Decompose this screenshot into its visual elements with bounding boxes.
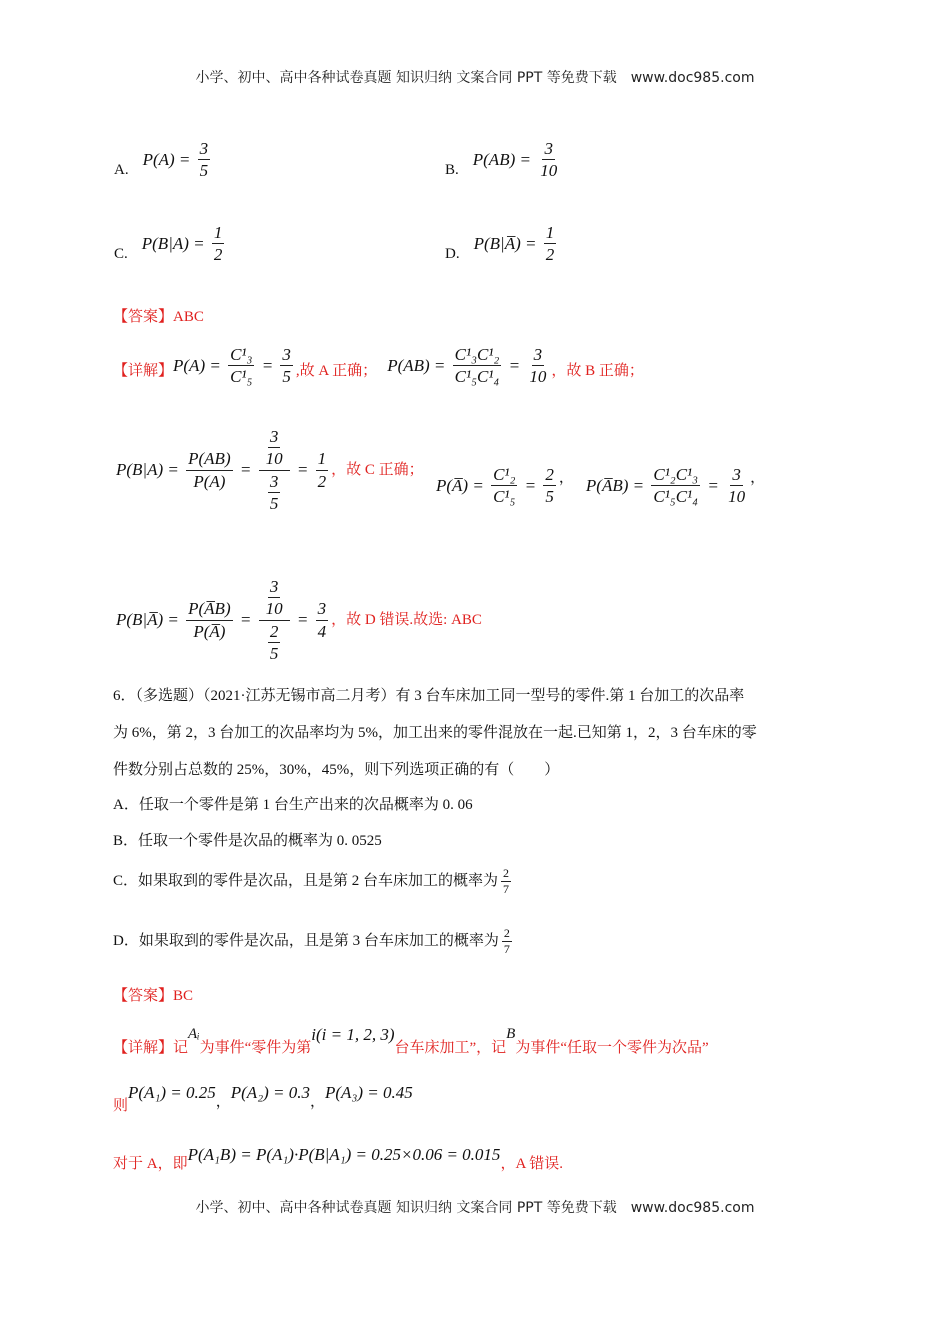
formula: B	[506, 1026, 516, 1043]
detail-1-line2b	[436, 464, 765, 508]
fraction	[186, 598, 232, 642]
compound-fraction	[259, 426, 290, 514]
fraction	[268, 471, 281, 515]
option-d	[113, 926, 515, 957]
math-text: =	[520, 475, 541, 495]
comma: ，	[310, 1094, 326, 1110]
detail-text: 对于 A，即	[113, 1156, 188, 1172]
math-text: P(B|A) =	[141, 233, 209, 253]
formula	[474, 222, 560, 266]
option-b: B．任取一个零件是次品的概率为 0. 0525	[113, 833, 382, 849]
denominator: 10	[529, 367, 547, 387]
formula	[116, 426, 331, 514]
detail-text: 为事件“零件为第	[199, 1040, 312, 1056]
denominator: 5	[545, 487, 554, 507]
answer-1: 【答案】ABC	[113, 309, 204, 325]
denominator: 10	[265, 599, 283, 619]
fraction	[268, 621, 281, 665]
fraction	[527, 344, 548, 388]
math-text: P(A) =	[173, 355, 226, 375]
numerator: 1	[212, 222, 225, 244]
detail-text: 台车床加工”，记	[394, 1040, 507, 1056]
math-text: P(AB) =	[387, 355, 450, 375]
fraction	[228, 344, 254, 388]
math-text: P(A) =	[142, 149, 195, 169]
formula: Aᵢ	[188, 1026, 200, 1043]
detail-text: 为事件“任取一个零件为次品”	[515, 1040, 709, 1056]
fraction	[264, 576, 285, 620]
detail-text: 则	[113, 1098, 129, 1114]
math-text: =	[292, 460, 313, 479]
numerator: 3	[532, 344, 545, 366]
numerator: 3	[268, 426, 281, 448]
formula	[586, 464, 750, 508]
denominator: 10	[728, 487, 746, 507]
detail-tag: 【详解】	[113, 363, 174, 380]
denominator: C¹₅	[230, 367, 253, 387]
formula: P(A₂) = 0.3	[230, 1082, 310, 1102]
fraction	[491, 464, 517, 508]
math-text: P(A̅B) =	[585, 475, 649, 495]
numerator: C¹₃C¹₂	[453, 344, 502, 366]
fraction	[543, 464, 556, 508]
math-text: P(B|A) =	[116, 460, 184, 479]
numerator: 3	[268, 576, 281, 598]
formula	[116, 576, 331, 664]
option-d-prev	[445, 222, 559, 266]
fraction	[502, 926, 512, 957]
formula	[142, 222, 228, 266]
numerator: C¹₃	[228, 344, 254, 366]
fraction	[316, 448, 329, 492]
compound-fraction	[259, 576, 290, 664]
numerator: 3	[280, 344, 293, 366]
formula	[143, 138, 214, 182]
numerator: 2	[503, 926, 510, 940]
denominator: 5	[269, 643, 279, 663]
formula: P(A₃) = 0.45	[325, 1082, 413, 1102]
denominator: 5	[199, 161, 209, 181]
numerator: 3	[316, 598, 329, 620]
fraction	[501, 866, 511, 897]
numerator: 2	[543, 464, 556, 486]
option-a-prev	[114, 138, 213, 182]
denominator	[263, 471, 286, 515]
numerator: 1	[544, 222, 557, 244]
formula: i(i = 1, 2, 3)	[311, 1024, 395, 1044]
denominator	[263, 621, 286, 665]
detail-2-line2	[113, 1080, 413, 1114]
formula: P(A₁B) = P(A₁)·P(B|A₁) = 0.25×0.06 = 0.015	[187, 1144, 501, 1164]
option-label: A.	[114, 162, 129, 179]
comma: ，	[750, 470, 766, 487]
formula: P(A₁) = 0.25	[128, 1082, 216, 1102]
detail-text: ，故 C 正确；	[331, 461, 424, 478]
fraction	[186, 448, 232, 492]
option-a: A．任取一个零件是第 1 台生产出来的次品概率为 0. 06	[113, 797, 473, 813]
detail-2-line1	[113, 1022, 709, 1056]
denominator: 10	[540, 161, 558, 181]
detail-1-line2	[116, 426, 424, 514]
detail-text: 记	[173, 1040, 189, 1056]
numerator: 3	[730, 464, 743, 486]
question-6-line2: 为 6%，第 2，3 台加工的次品率均为 5%，加工出来的零件混放在一起.已知第 1，2，3 台车床的零	[113, 725, 757, 741]
detail-2-line3	[113, 1142, 563, 1172]
denominator: 5	[282, 367, 291, 387]
numerator: 2	[268, 621, 281, 643]
numerator: 1	[316, 448, 329, 470]
numerator	[259, 426, 290, 471]
fraction	[198, 138, 211, 182]
numerator: 3	[198, 138, 211, 160]
option-label: D.	[445, 246, 460, 263]
denominator: 10	[265, 449, 283, 469]
math-text: =	[235, 610, 256, 629]
detail-1-line1	[113, 344, 644, 388]
fraction	[453, 344, 502, 388]
numerator: 3	[542, 138, 555, 160]
formula	[173, 344, 296, 388]
math-text: =	[292, 610, 313, 629]
formula	[436, 464, 559, 508]
question-6-line3: 件数分别占总数的 25%，30%，45%，则下列选项正确的有（ ）	[113, 762, 560, 778]
denominator: P(A)	[193, 471, 226, 491]
option-label: C.	[114, 246, 128, 263]
fraction	[316, 598, 329, 642]
math-text: P(B|A̅) =	[473, 233, 541, 253]
math-text: P(A̅) =	[436, 475, 489, 495]
detail-text: ，故 B 正确；	[551, 363, 644, 380]
answer-2: 【答案】BC	[113, 988, 194, 1004]
detail-text: ,故 A 正确；	[295, 363, 378, 380]
fraction	[726, 464, 747, 508]
math-text: =	[703, 475, 724, 495]
detail-1-line3	[116, 576, 482, 664]
numerator: 3	[268, 471, 281, 493]
numerator: P(A̅B)	[186, 598, 232, 620]
denominator: 5	[269, 493, 279, 513]
denominator: 2	[317, 471, 327, 491]
option-c-prev	[114, 222, 227, 266]
denominator: 7	[503, 942, 510, 956]
denominator: C¹₅	[493, 487, 516, 507]
fraction	[212, 222, 225, 266]
denominator: C¹₅C¹₄	[454, 367, 500, 387]
option-b-prev	[445, 138, 562, 182]
option-c	[113, 866, 514, 897]
denominator: C¹₅C¹₄	[653, 487, 699, 507]
option-text: D．如果取到的零件是次品，且是第 3 台车床加工的概率为	[113, 933, 499, 949]
fraction	[651, 464, 700, 508]
detail-text: ，故 D 错误.故选: ABC	[331, 611, 482, 628]
numerator: C¹₂C¹₃	[651, 464, 700, 486]
comma: ，	[558, 470, 574, 487]
question-6-line1: 6．（多选题）（2021·江苏无锡市高二月考）有 3 台车床加工同一型号的零件.第 1 台加工的次品率	[113, 688, 745, 704]
detail-text: ，A 错误.	[500, 1156, 563, 1172]
fraction	[264, 426, 285, 470]
math-text: P(AB) =	[472, 149, 536, 169]
denominator: 2	[545, 245, 555, 265]
numerator: 2	[503, 866, 510, 880]
option-text: C．如果取到的零件是次品，且是第 2 台车床加工的概率为	[113, 873, 499, 889]
denominator: 7	[503, 882, 510, 896]
fraction	[544, 222, 557, 266]
page-header: 小学、初中、高中各种试卷真题 知识归纳 文案合同 PPT 等免费下载 www.doc985.com	[195, 70, 755, 86]
math-text: P(B|A̅) =	[116, 610, 184, 629]
formula	[387, 344, 551, 388]
denominator: 2	[213, 245, 223, 265]
numerator: P(AB)	[186, 448, 232, 470]
detail-tag: 【详解】	[113, 1040, 174, 1056]
denominator: 4	[317, 621, 327, 641]
math-text: =	[257, 355, 278, 375]
page-footer: 小学、初中、高中各种试卷真题 知识归纳 文案合同 PPT 等免费下载 www.doc985.com	[195, 1200, 755, 1216]
denominator: P(A̅)	[193, 621, 226, 641]
math-text: =	[504, 355, 525, 375]
numerator: C¹₂	[491, 464, 517, 486]
fraction	[538, 138, 559, 182]
numerator	[259, 576, 290, 621]
formula	[473, 138, 562, 182]
comma: ，	[215, 1094, 231, 1110]
fraction	[280, 344, 293, 388]
option-label: B.	[445, 162, 459, 179]
math-text: =	[235, 460, 256, 479]
